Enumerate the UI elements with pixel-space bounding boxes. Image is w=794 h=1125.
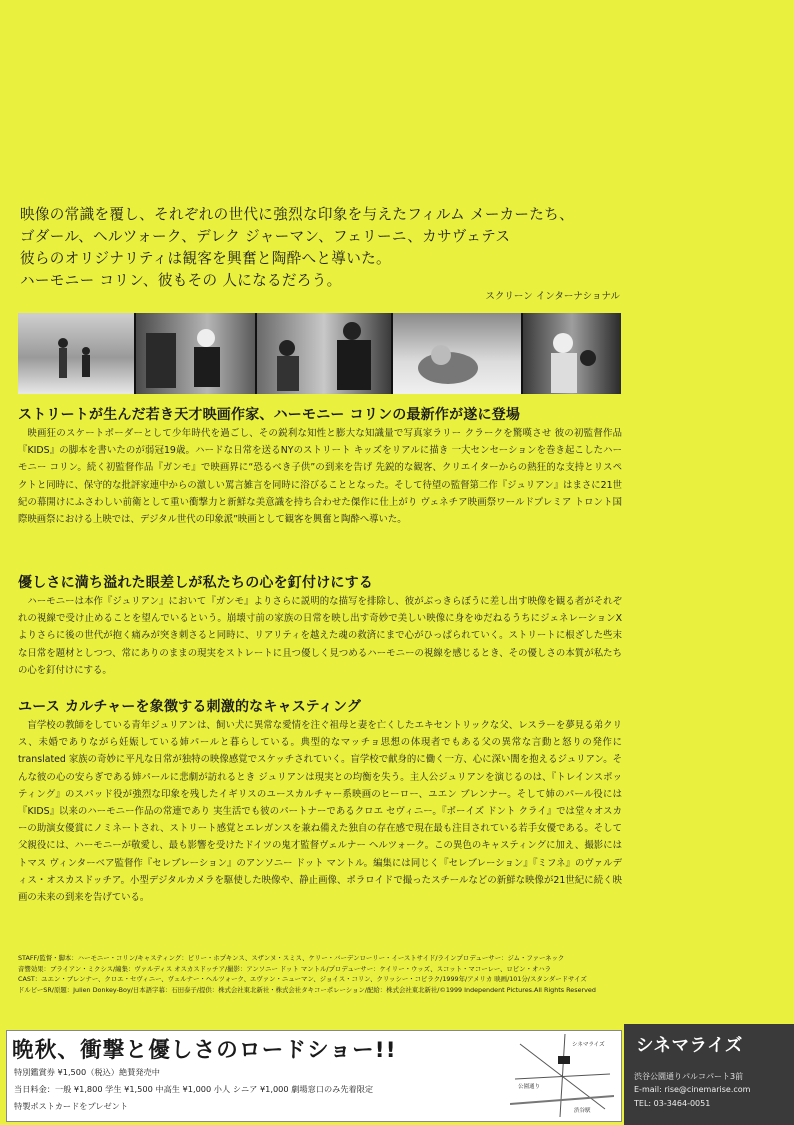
- film-still-room: [257, 313, 393, 394]
- admission-price-line: 当日料金：一般 ¥1,800 学生 ¥1,500 中高生 ¥1,000 小人 シニア ¥1,000 劇場窓口のみ先着限定: [14, 1084, 374, 1094]
- film-still-strip: [18, 313, 621, 394]
- film-still-portrait: [523, 313, 621, 394]
- bed-image: [393, 313, 523, 394]
- credit-line: 音響効果：ブライアン・ミクシス/編集：ヴァルディス オスカスドッチア/撮影：アンソニー ドット マントル/プロデューサー：ケイリー・ウッズ、スコット・マコーレー、ロビン・オハラ: [18, 964, 551, 973]
- section-heading: ストリートが生んだ若き天才映画作家、ハーモニー コリンの最新作が遂に登場: [18, 407, 521, 423]
- film-still-family: [136, 313, 256, 394]
- map-label-station: 渋谷駅: [574, 1108, 591, 1114]
- section-body: 盲学校の教師をしている青年ジュリアンは、飼い犬に異常な愛情を注ぐ祖母と妻を亡くしたエキセントリックな父、レスラーを夢見る弟クリス、未婚でありながら妊娠している姉パールと暮らしている。典型的なマッチョ思想の体現者でもある父の異常な言動と怒りの発作に translated 家族の奇妙に平凡な日常が独特の映像感覚でスケッチされていく。盲学校で献身的に働く一方、心に深い闇を抱えるジュリアン。そんな彼の心の安らぎである姉パールに悲劇が訪れるとき ジュリアンは現実との均衡を失う。主人公ジュリアンを演じるのは、『トレインスポッティング』のスパッド役が強烈な印象を残したイギリスのユースカルチャー系映画のヒーロー、ユエン ブレンナー。そして姉のパール役には『KIDS』以来のハーモニー作品の常連であり 実生活でも彼のパートナーであるクロエ セヴィニー。『ボーイズ ドント クライ』では堂々オスカーの助演女優賞にノミネートされ、ストリート感覚とエレガンスを兼ね備えた独自の存在感で現在最も注目されている若手女優である。そして父親役には、ハーモニーが敬愛し、最も影響を受けたドイツの鬼才監督ヴェルナー ヘルツォーク。この異色のキャスティングに加え、撮影にはトマス ヴィンターベア監督作『セレブレーション』のアンソニー ドット マントル。編集には同じく『セレブレーション』『ミフネ』のヴァルディス・オスカスドッチア。小型デジタルカメラを駆使した映像や、静止画像、ポラロイドで撮ったスチールなどの新鮮な映像が21世紀に続く映画の未来の到来を告げている。: [18, 720, 622, 904]
- theater-email: E-mail: rise@cinemarise.com: [634, 1085, 751, 1094]
- theater-address: 渋谷公園通りパルコパート3前: [634, 1072, 744, 1081]
- credit-line: STAFF/監督・脚本：ハーモニー・コリン/キャスティング：ビリー・ホプキンス、スザンヌ・スミス、ケリー・バーデンローリー・イーストサイド/ラインプロデューサー：ジム・ファーネック: [18, 954, 565, 962]
- staff-cast-credits: [18, 953, 624, 995]
- section-heading: ユース カルチャーを象徴する刺激的なキャスティング: [18, 699, 362, 715]
- quote-source: スクリーン インターナショナル: [485, 291, 620, 302]
- theater-tel: TEL: 03-3464-0051: [634, 1099, 711, 1108]
- credit-line: CAST：ユエン・ブレンナー、クロエ・セヴィニー、ヴェルナー・ヘルツォーク、エヴァン・ニューマン、ジョイス・コリン、クリッシー・コビラク/1999年/アメリカ 映画/101分/スタンダードサイズ: [18, 975, 587, 983]
- family-image: [136, 313, 256, 394]
- skaters-image: [18, 313, 136, 394]
- quote-line: ハーモニー コリン、彼もその 人になるだろう。: [20, 272, 342, 289]
- map-label-theater: シネマライズ: [572, 1042, 605, 1048]
- critic-quote: [20, 204, 640, 292]
- room-image: [257, 313, 393, 394]
- quote-line: ゴダール、ヘルツォーク、デレク ジャーマン、フェリーニ、カサヴェテス: [20, 228, 511, 245]
- quote-line: 彼らのオリジナリティは観客を興奮と陶酔へと導いた。: [20, 250, 391, 267]
- map-label-street: 公園通り: [518, 1084, 541, 1090]
- film-still-bed: [393, 313, 523, 394]
- section-body: ハーモニーは本作『ジュリアン』において『ガンモ』よりさらに説明的な描写を排除し、彼がぶっきらぼうに差し出す映像を観る者がそれぞれの視線で受け止めることを望んでいるという。崩壊寸前の家族の日常を映し出す奇妙で美しい映像に身をゆだねるうちにジェネレーションXよりさらに後の世代が抱く痛みが突き刺さると同時に、リアリティを越えた魂の救済にまで心がひっぱられていく。ストリートに根ざした些末な日常を題材としつつ、常にありのままの現実をストレートに且つ優しく見つめるハーモニーの視線を感じるとき、その優しさの本質が私たちの心を釘付けにする。: [18, 596, 622, 676]
- film-still-skating: [18, 313, 136, 394]
- section-heading: 優しさに満ち溢れた眼差しが私たちの心を釘付けにする: [18, 575, 373, 591]
- theater-name: シネマライズ: [636, 1036, 743, 1056]
- section-body: 映画狂のスケートボーダーとして少年時代を過ごし、その鋭利な知性と膨大な知識量で写真家ラリー クラークを驚嘆させ 彼の初監督作品『KIDS』の脚本を書いたのが弱冠19歳。ハードな日常を送るNYのストリート キッズをリアルに描き 一大センセーションを巻き起こしたハーモニー コリン。続く初監督作品『ガンモ』で映画界に“恐るべき子供”の到来を告げ 先鋭的な観客、クリエイターからの熱狂的な支持とリスペクトと同時に、保守的な批評家連中からの激しい罵言雑言を同時に浴びることとなった。そして待望の監督第二作『ジュリアン』はまさに21世紀の幕開けにふさわしい前衛として重い衝撃力と新鮮な美意識を持ち合わせた傑作に仕上がり ヴェネチア映画祭ワールドプレミア トロント国際映画祭における上映では、デジタル世代の印象派”映画として観客を興奮と陶酔へ導いた。: [18, 428, 622, 526]
- advance-ticket-line: 特別鑑賞券 ¥1,500（税込）絶賛発売中: [14, 1067, 160, 1077]
- credit-line: ドルビーSR/原題：Julien Donkey-Boy/日本語字幕：石田泰子/提供：株式会社東北新社・株式会社タキコーポレーション/配給：株式会社東北新社/©1999 Independent Pictures.All Rights Reserved: [18, 985, 596, 994]
- quote-line: 映像の常識を覆し、それぞれの世代に強烈な印象を与えたフィルム メーカーたち、: [20, 206, 574, 223]
- section-introduction: [18, 405, 622, 528]
- postcard-gift-line: 特製ポストカードをプレゼント: [14, 1101, 129, 1111]
- portrait-image: [523, 313, 621, 394]
- section-casting: [18, 697, 622, 906]
- section-gaze: [18, 573, 622, 679]
- release-tagline: 晩秋、衝撃と優しさのロードショー!!: [12, 1038, 397, 1063]
- theater-map: [510, 1034, 614, 1117]
